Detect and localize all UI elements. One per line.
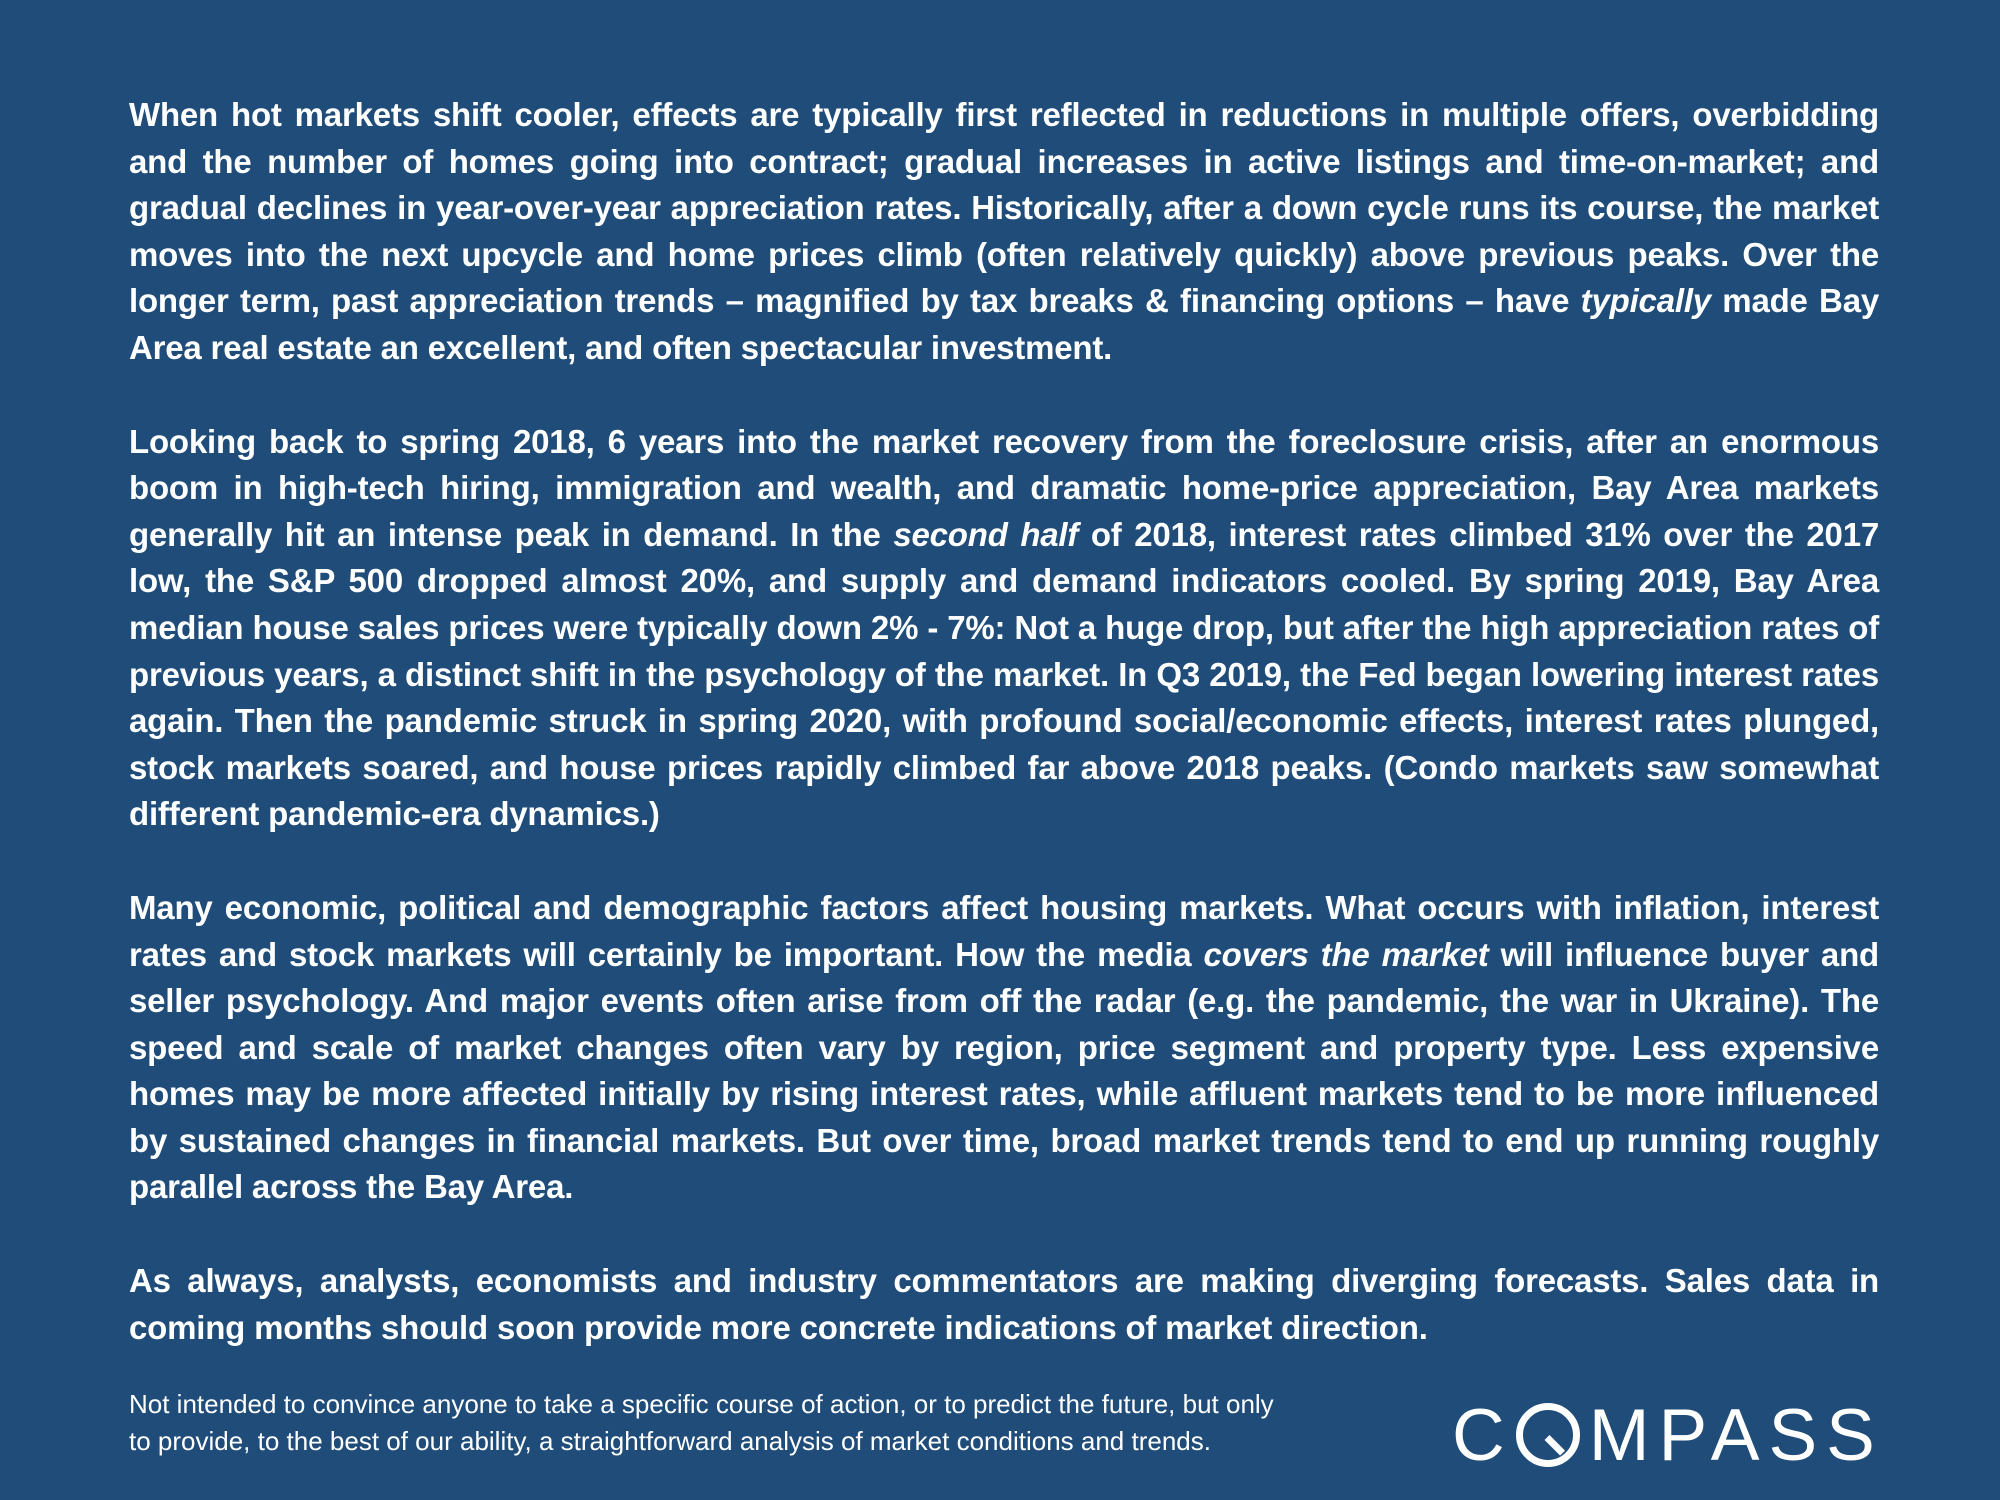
- disclaimer-line: to provide, to the best of our ability, a straightforward analysis of market conditions and trends.: [129, 1426, 1211, 1456]
- paragraph-forecasts: [129, 1258, 1879, 1351]
- paragraph-market-cycle: [129, 92, 1879, 372]
- text-segment: made Bay Area real estate an excellent, and often spectacular investment.: [129, 282, 1879, 366]
- text-segment: Many economic, political and demographic factors affect housing markets. What occurs with inflation, interest rates and stock markets will certainly be important. How the media: [129, 888, 1879, 973]
- text-segment: When hot markets shift cooler, effects are typically first reflected in reductions in multiple offers, overbidding and the number of homes going into contract; gradual increases in active listings and time-on-market; and gradual declines in year-over-year appreciation rates. Historically, after a down cycle runs its course, the market moves into the next upcycle and home prices climb (often relatively quickly) above previous peaks. Over the longer term, past appreciation trends – magnified by tax breaks & financing options – have: [129, 96, 1879, 320]
- text-segment-italic: second half: [893, 515, 1079, 553]
- text-segment: will influence buyer and seller psychology. And major events often arise from off the radar (e.g. the pandemic, the war in Ukraine). The speed and scale of market changes often vary by region, price segment and property type. Less expensive homes may be more affected initially by rising interest rates, while affluent markets tend to be more influenced by sustained changes in financial markets. But over time, broad market trends tend to end up running roughly parallel across the Bay Area.: [129, 935, 1879, 1206]
- text-segment: As always, analysts, economists and industry commentators are making diverging forecasts. Sales data in coming months should soon provide more concrete indications of market direction.: [129, 1262, 1879, 1346]
- text-segment: Looking back to spring 2018, 6 years into the market recovery from the foreclosure crisis, after an enormous boom in high-tech hiring, immigration and wealth, and dramatic home-price appreciation, Bay Area markets generally hit an intense peak in demand. In the: [129, 422, 1879, 553]
- body-text: [129, 92, 1879, 1398]
- text-segment-italic: typically: [1580, 282, 1711, 320]
- disclaimer: [129, 1386, 1409, 1460]
- compass-logo: [1452, 1394, 1884, 1476]
- paragraph-factors: [129, 885, 1879, 1211]
- compass-needle-icon: [1516, 1403, 1580, 1467]
- disclaimer-line: Not intended to convince anyone to take a specific course of action, or to predict the future, but only: [129, 1389, 1274, 1419]
- text-segment: of 2018, interest rates climbed 31% over the 2017 low, the S&P 500 dropped almost 20%, and supply and demand indicators cooled. By spring 2019, Bay Area median house sales prices were typically down 2% - 7%: Not a huge drop, but after the high appreciation rates of previous years, a distinct shift in the psychology of the market. In Q3 2019, the Fed began lowering interest rates again. Then the pandemic struck in spring 2020, with profound social/economic effects, interest rates plunged, stock markets soared, and house prices rapidly climbed far above 2018 peaks. (Condo markets saw somewhat different pandemic-era dynamics.): [129, 515, 1880, 833]
- paragraph-history: [129, 419, 1879, 838]
- logo-letters-mpass: MPASS: [1588, 1394, 1884, 1476]
- text-segment-italic: covers the market: [1203, 935, 1489, 973]
- logo-letter-c: C: [1452, 1394, 1514, 1476]
